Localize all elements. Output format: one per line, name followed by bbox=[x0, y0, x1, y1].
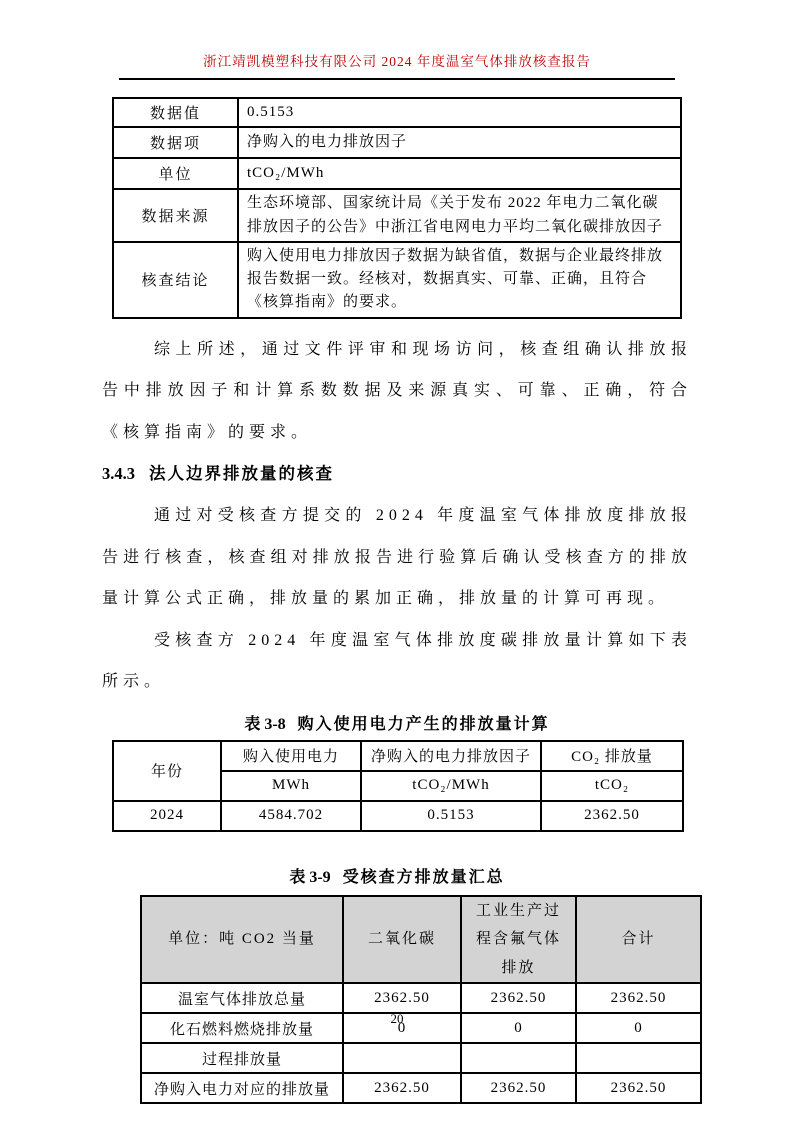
table-row bbox=[141, 983, 701, 1013]
emission-factor-check-table bbox=[112, 97, 682, 319]
value-cell: 0 bbox=[343, 1013, 461, 1043]
value-cell: 2362.50 bbox=[461, 983, 576, 1013]
factor-row-value: 0.5153 bbox=[238, 98, 681, 127]
column-header: 合计 bbox=[576, 896, 701, 984]
row-label: 净购入电力对应的排放量 bbox=[141, 1073, 343, 1103]
table-header-row bbox=[113, 741, 683, 771]
page-number: 20 bbox=[390, 1011, 404, 1026]
section-heading bbox=[102, 459, 692, 489]
body-text-block bbox=[102, 329, 692, 703]
value-cell: 2362.50 bbox=[576, 1073, 701, 1103]
value-cell: 2362.50 bbox=[343, 983, 461, 1013]
emission-summary-table bbox=[140, 895, 702, 1105]
table-header-row bbox=[141, 896, 701, 984]
column-header: CO₂ 排放量 bbox=[541, 741, 683, 771]
table-row bbox=[141, 1073, 701, 1103]
factor-value-cell: 0.5153 bbox=[361, 801, 541, 831]
table-row bbox=[113, 98, 681, 127]
factor-row-value: 购入使用电力排放因子数据为缺省值，数据与企业最终排放报告数据一致。经核对，数据真实、可靠、正确，且符合《核算指南》的要求。 bbox=[238, 242, 681, 318]
table-row bbox=[113, 189, 681, 242]
table38-caption-title: 购入使用电力产生的排放量计算 bbox=[297, 715, 550, 733]
column-header: 二氧化碳 bbox=[343, 896, 461, 984]
table38-caption-number: 表 3-8 bbox=[244, 715, 286, 733]
factor-row-label: 单位 bbox=[113, 158, 238, 189]
year-column-header: 年份 bbox=[113, 741, 221, 801]
unit-column-header: 单位：吨 CO2 当量 bbox=[141, 896, 343, 984]
factor-row-value: 净购入的电力排放因子 bbox=[238, 127, 681, 158]
unit-cell: tCO₂ bbox=[541, 771, 683, 801]
table39-caption-number: 表 3-9 bbox=[289, 868, 331, 886]
emission-value-cell: 2362.50 bbox=[541, 801, 683, 831]
row-label: 温室气体排放总量 bbox=[141, 983, 343, 1013]
table38-caption bbox=[0, 711, 794, 734]
table-row bbox=[141, 1043, 701, 1073]
row-label: 化石燃料燃烧排放量 bbox=[141, 1013, 343, 1043]
summary-paragraph: 综上所述，通过文件评审和现场访问，核查组确认排放报告中排放因子和计算系数数据及来源真实、可靠、正确，符合《核算指南》的要求。 bbox=[102, 340, 692, 441]
table-row bbox=[113, 242, 681, 318]
calculation-intro-paragraph: 受核查方 2024 年度温室气体排放度碳排放量计算如下表所示。 bbox=[102, 631, 692, 691]
factor-row-label: 数据来源 bbox=[113, 189, 238, 242]
factor-row-value: 生态环境部、国家统计局《关于发布 2022 年电力二氧化碳排放因子的公告》中浙江省电网电力平均二氧化碳排放因子 bbox=[238, 189, 681, 242]
unit-cell: MWh bbox=[221, 771, 361, 801]
document-header-title: 浙江靖凯模塑科技有限公司 2024 年度温室气体排放核查报告 bbox=[119, 50, 675, 80]
factor-row-label: 数据值 bbox=[113, 98, 238, 127]
value-cell bbox=[343, 1043, 461, 1073]
table-row bbox=[113, 801, 683, 831]
value-cell bbox=[461, 1043, 576, 1073]
value-cell: 2362.50 bbox=[461, 1073, 576, 1103]
unit-cell: tCO₂/MWh bbox=[361, 771, 541, 801]
value-cell: 2362.50 bbox=[343, 1073, 461, 1103]
factor-row-value: tCO₂/MWh bbox=[238, 158, 681, 189]
verification-paragraph: 通过对受核查方提交的 2024 年度温室气体排放度排放报告进行核查，核查组对排放报告进行验算后确认受核查方的排放量计算公式正确，排放量的累加正确，排放量的计算可再现。 bbox=[102, 506, 692, 608]
table-row bbox=[113, 158, 681, 189]
factor-row-label: 核查结论 bbox=[113, 242, 238, 318]
electricity-value-cell: 4584.702 bbox=[221, 801, 361, 831]
column-header: 净购入的电力排放因子 bbox=[361, 741, 541, 771]
table-row bbox=[113, 127, 681, 158]
electricity-emission-table bbox=[112, 740, 684, 832]
table39-caption-title: 受核查方排放量汇总 bbox=[342, 868, 505, 886]
factor-row-label: 数据项 bbox=[113, 127, 238, 158]
value-cell: 2362.50 bbox=[576, 983, 701, 1013]
value-cell: 0 bbox=[461, 1013, 576, 1043]
column-header: 购入使用电力 bbox=[221, 741, 361, 771]
table39-caption bbox=[0, 864, 794, 887]
year-cell: 2024 bbox=[113, 801, 221, 831]
section-title: 法人边界排放量的核查 bbox=[149, 464, 334, 484]
value-cell: 0 bbox=[576, 1013, 701, 1043]
column-header: 工业生产过程含氟气体排放 bbox=[461, 896, 576, 984]
section-number: 3.4.3 bbox=[102, 464, 135, 484]
row-label: 过程排放量 bbox=[141, 1043, 343, 1073]
value-cell bbox=[576, 1043, 701, 1073]
